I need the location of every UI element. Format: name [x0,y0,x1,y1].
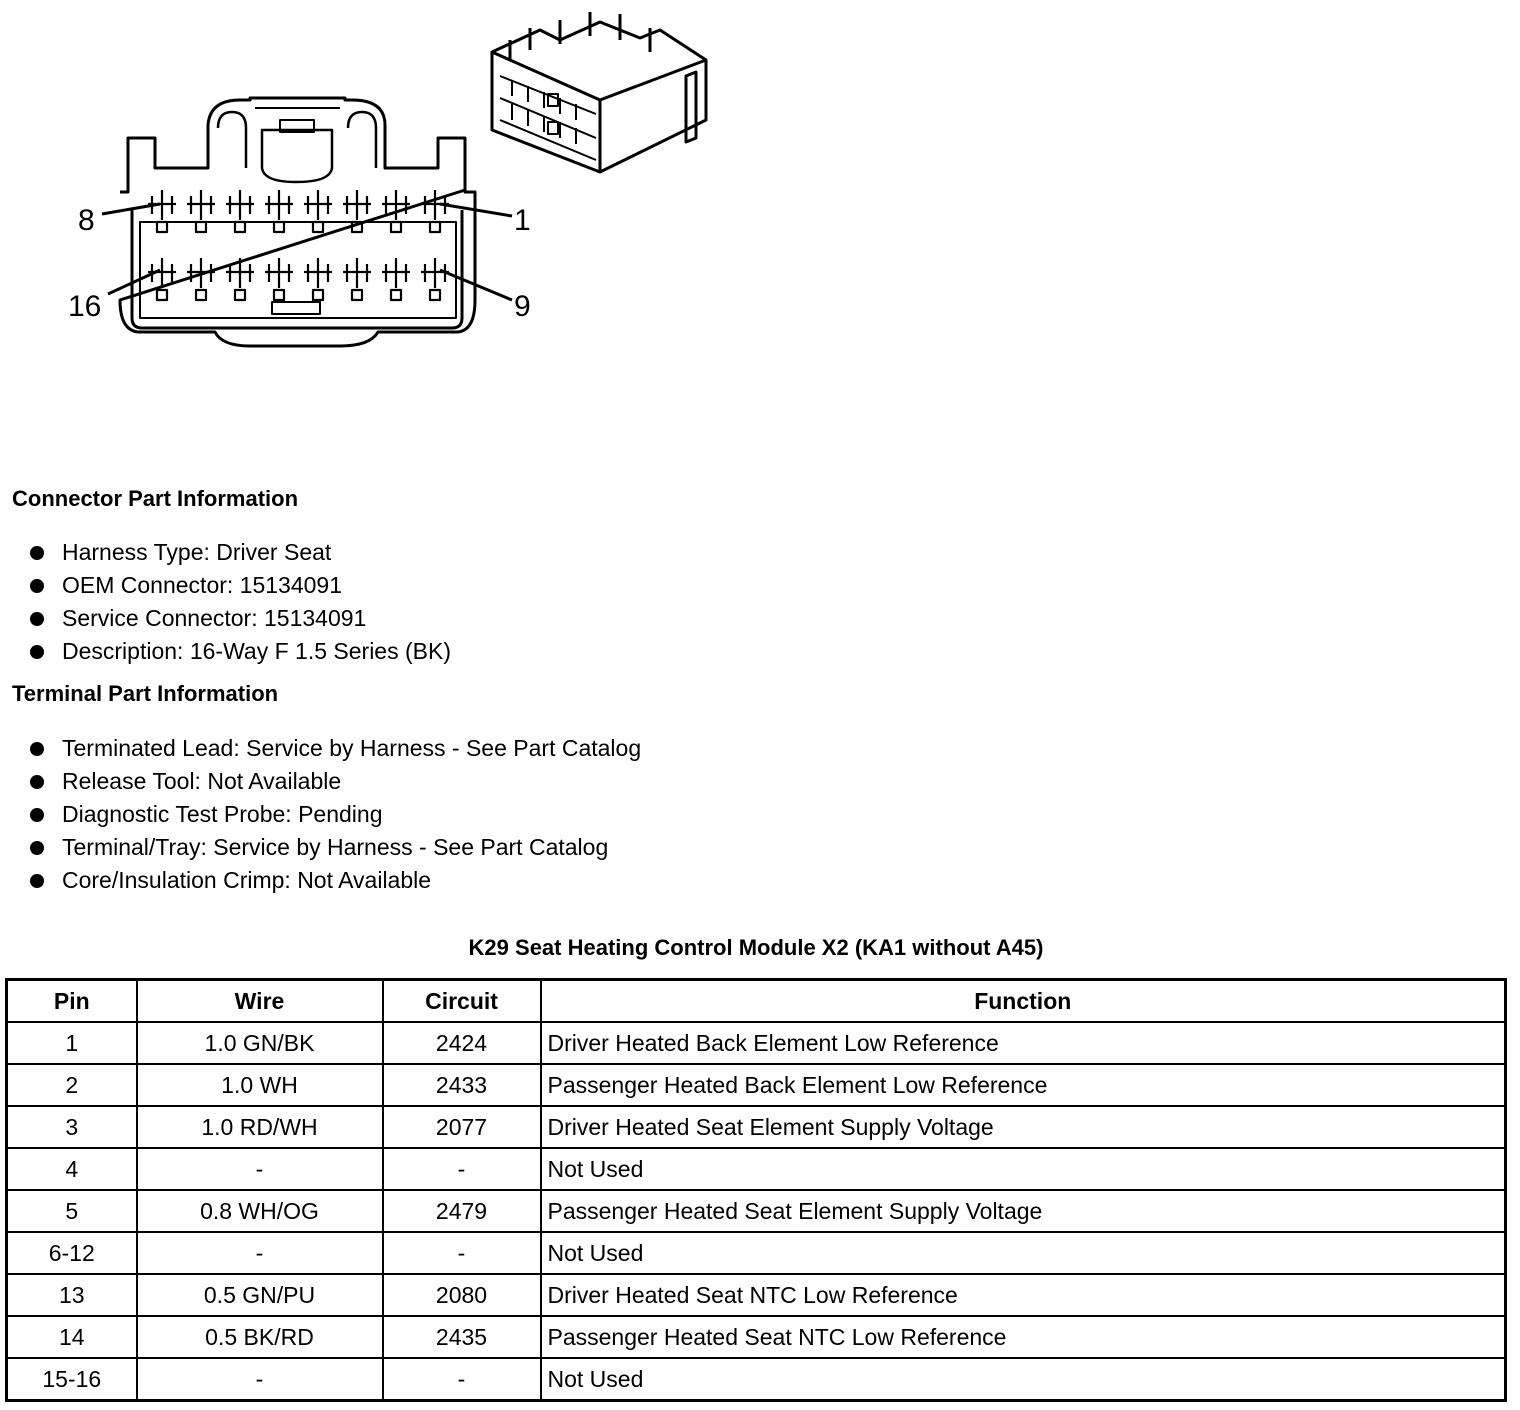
terminal-cavity [421,258,449,300]
terminal-cavity [148,258,176,300]
bullet-icon [30,841,44,855]
cell-pin: 3 [7,1106,137,1148]
cell-circuit: - [383,1232,541,1274]
terminal-cavity [265,190,293,232]
terminal-cavity [187,190,215,232]
cell-wire: - [137,1358,383,1401]
connector-front-view [120,98,475,346]
cell-function: Passenger Heated Back Element Low Reference [541,1064,1506,1106]
cell-function: Driver Heated Seat NTC Low Reference [541,1274,1506,1316]
cell-pin: 13 [7,1274,137,1316]
table-row [7,1064,1506,1106]
pin-label-8: 8 [78,204,95,237]
cell-pin: 4 [7,1148,137,1190]
table-row [7,1274,1506,1316]
header-pin: Pin [7,980,137,1023]
terminal-cavity [226,190,254,232]
cell-function: Not Used [541,1358,1506,1401]
cell-pin: 14 [7,1316,137,1358]
cell-wire: 0.5 GN/PU [137,1274,383,1316]
cell-wire: 0.8 WH/OG [137,1190,383,1232]
cell-wire: 0.5 BK/RD [137,1316,383,1358]
cell-wire: - [137,1232,383,1274]
cell-circuit: 2433 [383,1064,541,1106]
bullet-icon [30,775,44,789]
list-item: Terminal/Tray: Service by Harness - See Part Catalog [28,831,641,864]
terminal-cavity [187,258,215,300]
bullet-icon [30,579,44,593]
cell-function: Driver Heated Back Element Low Reference [541,1022,1506,1064]
terminal-cavity [382,190,410,232]
bullet-icon [30,874,44,888]
table-row [7,1316,1506,1358]
cell-function: Passenger Heated Seat NTC Low Reference [541,1316,1506,1358]
cell-wire: 1.0 RD/WH [137,1106,383,1148]
cell-circuit: - [383,1358,541,1401]
connector-diagram [0,0,760,370]
pin-label-1: 1 [514,204,531,237]
cell-wire: - [137,1148,383,1190]
terminal-cavity [265,258,293,300]
terminal-cavity [304,190,332,232]
cell-circuit: 2479 [383,1190,541,1232]
pin-label-9: 9 [514,290,531,323]
terminal-row-bottom [148,258,449,300]
cell-wire: 1.0 GN/BK [137,1022,383,1064]
bullet-icon [30,612,44,626]
list-item: Harness Type: Driver Seat [28,536,451,569]
terminal-cavity [304,258,332,300]
terminal-cavity [226,258,254,300]
table-header-row [7,980,1506,1023]
cell-function: Driver Heated Seat Element Supply Voltage [541,1106,1506,1148]
cell-function: Not Used [541,1148,1506,1190]
cell-circuit: 2424 [383,1022,541,1064]
table-row [7,1232,1506,1274]
cell-function: Not Used [541,1232,1506,1274]
bullet-icon [30,546,44,560]
connector-info-list [28,536,451,668]
terminal-cavity [343,258,371,300]
cell-pin: 2 [7,1064,137,1106]
terminal-cavity [382,258,410,300]
table-row [7,1190,1506,1232]
cell-function: Passenger Heated Seat Element Supply Voltage [541,1190,1506,1232]
cell-circuit: 2077 [383,1106,541,1148]
list-item: Core/Insulation Crimp: Not Available [28,864,641,897]
cell-circuit: 2080 [383,1274,541,1316]
terminal-info-list [28,732,641,897]
terminal-cavity [148,190,176,232]
cell-circuit: - [383,1148,541,1190]
table-row [7,1148,1506,1190]
list-item: OEM Connector: 15134091 [28,569,451,602]
header-circuit: Circuit [383,980,541,1023]
pinout-table [5,978,1507,1402]
connector-info-heading: Connector Part Information [12,486,299,511]
bullet-icon [30,645,44,659]
cell-circuit: 2435 [383,1316,541,1358]
list-item: Description: 16-Way F 1.5 Series (BK) [28,635,451,668]
header-wire: Wire [137,980,383,1023]
header-function: Function [541,980,1506,1023]
bullet-icon [30,808,44,822]
cell-wire: 1.0 WH [137,1064,383,1106]
cell-pin: 6-12 [7,1232,137,1274]
list-item: Terminated Lead: Service by Harness - See Part Catalog [28,732,641,765]
table-row [7,1022,1506,1064]
cell-pin: 1 [7,1022,137,1064]
table-row [7,1358,1506,1401]
terminal-info-heading: Terminal Part Information [12,681,279,706]
pin-label-16: 16 [68,290,102,323]
list-item: Service Connector: 15134091 [28,602,451,635]
list-item: Diagnostic Test Probe: Pending [28,798,641,831]
list-item: Release Tool: Not Available [28,765,641,798]
connector-3d-view [492,12,706,172]
cell-pin: 5 [7,1190,137,1232]
terminal-cavity [421,190,449,232]
table-row [7,1106,1506,1148]
table-title: K29 Seat Heating Control Module X2 (KA1 without A45) [468,935,1044,960]
cell-pin: 15-16 [7,1358,137,1401]
bullet-icon [30,742,44,756]
